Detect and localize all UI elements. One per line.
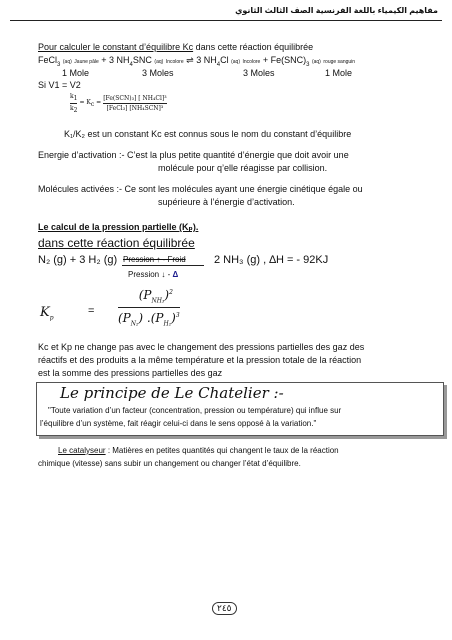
kc-heading-underlined: Pour calculer le constant d’équilibre Kc bbox=[38, 42, 194, 52]
activation-energy-line-2: molécule pour q’elle réagisse par collision. bbox=[158, 163, 328, 173]
k-statement: K₁/K₂ est un constant Kc est connus sous le nom du constant d’équilibre bbox=[64, 129, 352, 139]
kp-fraction bbox=[118, 288, 180, 328]
catalyst-line-2: chimique (vitesse) sans subir un changement ou changer l’état d’équilibre. bbox=[38, 459, 301, 468]
page-header-title: مفاهيم الكيمياء باللغة الفرنسية الصف الثالث الثانوي bbox=[235, 6, 438, 15]
kc-ratio bbox=[70, 93, 167, 114]
kp-symbol: $K_p$ bbox=[40, 305, 54, 322]
header-rule bbox=[10, 20, 442, 21]
activated-molecules-line-2: supérieure à l’énergie d’activation. bbox=[158, 197, 295, 207]
kp-text-line-3: est la somme des pressions partielles des gaz bbox=[38, 368, 223, 378]
kp-denominator: $(P_{N_2})$ $.(P_{H_2})^3$ bbox=[118, 311, 180, 328]
kp-condition-reverse: Pression ↓ - Δ bbox=[128, 270, 179, 279]
kp-reactants: N₂ (g) + 3 H₂ (g) bbox=[38, 254, 118, 266]
reactant-nh4snc: + 3 $NH_4SNC$ (aq) Incolore bbox=[101, 55, 184, 68]
chatelier-text-line-1: "Toute variation d’un facteur (concentration, pression ou température) qui influe sur bbox=[48, 406, 342, 415]
volume-condition: Si V1 = V2 bbox=[38, 80, 81, 90]
activation-energy-line-1: Energie d’activation :- C’est la plus petite quantité d’énergie que doit avoir une bbox=[38, 150, 349, 160]
kp-condition-forward: Pression ↑ - Froid bbox=[123, 255, 186, 264]
kc-concentration-fraction: $\frac{\text{[Fe(SCN)₃] [ NH₄Cl]³}}{\text{[FeCl₃] [NH₄SCN]³}}$ bbox=[103, 95, 167, 113]
catalyst-term: Le catalyseur bbox=[58, 446, 106, 455]
kc-heading-tail: dans cette réaction équilibrée bbox=[193, 42, 314, 52]
product-fescn3: + $Fe(SNC)_3$ (aq) rouge sanguin bbox=[262, 55, 356, 68]
kp-equilibrium-arrow bbox=[122, 265, 204, 266]
reactant-fecl3: FeCl$_3$ (aq) Jaune pâle bbox=[38, 55, 99, 68]
kp-numerator: $(P_{NH_3})^2$ bbox=[138, 288, 173, 305]
page-number: ٢٤٥ bbox=[212, 602, 237, 615]
kp-subheading: dans cette réaction équilibrée bbox=[38, 236, 195, 250]
chatelier-text-line-2: l’équilibre d’un système, fait réagir celui-ci dans le sens opposé à la variation." bbox=[40, 419, 317, 428]
chatelier-title: Le principe de Le Chatelier :- bbox=[60, 384, 284, 402]
product-nh4cl: 3 $NH_4Cl$ (aq) Incolore bbox=[196, 55, 261, 68]
mole-3: 3 Moles bbox=[243, 68, 275, 78]
mole-2: 3 Moles bbox=[142, 68, 174, 78]
kc-reaction bbox=[38, 55, 355, 68]
activated-molecules-line-1: Molécules activées :- Ce sont les molécules ayant une énergie cinétique égale ou bbox=[38, 184, 363, 194]
equilibrium-arrow: ⇌ bbox=[186, 55, 194, 65]
kp-text-line-1: Kc et Kp ne change pas avec le changement des pressions partielles des gaz des bbox=[38, 342, 365, 352]
mole-4: 1 Mole bbox=[325, 68, 353, 78]
kp-heading: Le calcul de la pression partielle (Kₚ). bbox=[38, 222, 199, 232]
mole-1: 1 Mole bbox=[62, 68, 90, 78]
kc-heading bbox=[38, 42, 313, 52]
kp-products: 2 NH₃ (g) , ∆H = - 92KJ bbox=[214, 254, 329, 266]
catalyst-line-1: Le catalyseur : Matières en petites quantités qui changent le taux de la réaction bbox=[58, 446, 339, 455]
kc-equals: = $K_c$ = bbox=[79, 99, 102, 109]
k1-over-k2: $\frac{k_1}{k_2}$ bbox=[70, 93, 78, 115]
kp-equals: = bbox=[88, 305, 95, 317]
kp-text-line-2: réactifs et des produits a la même température et la pression totale de la réaction bbox=[38, 355, 362, 365]
